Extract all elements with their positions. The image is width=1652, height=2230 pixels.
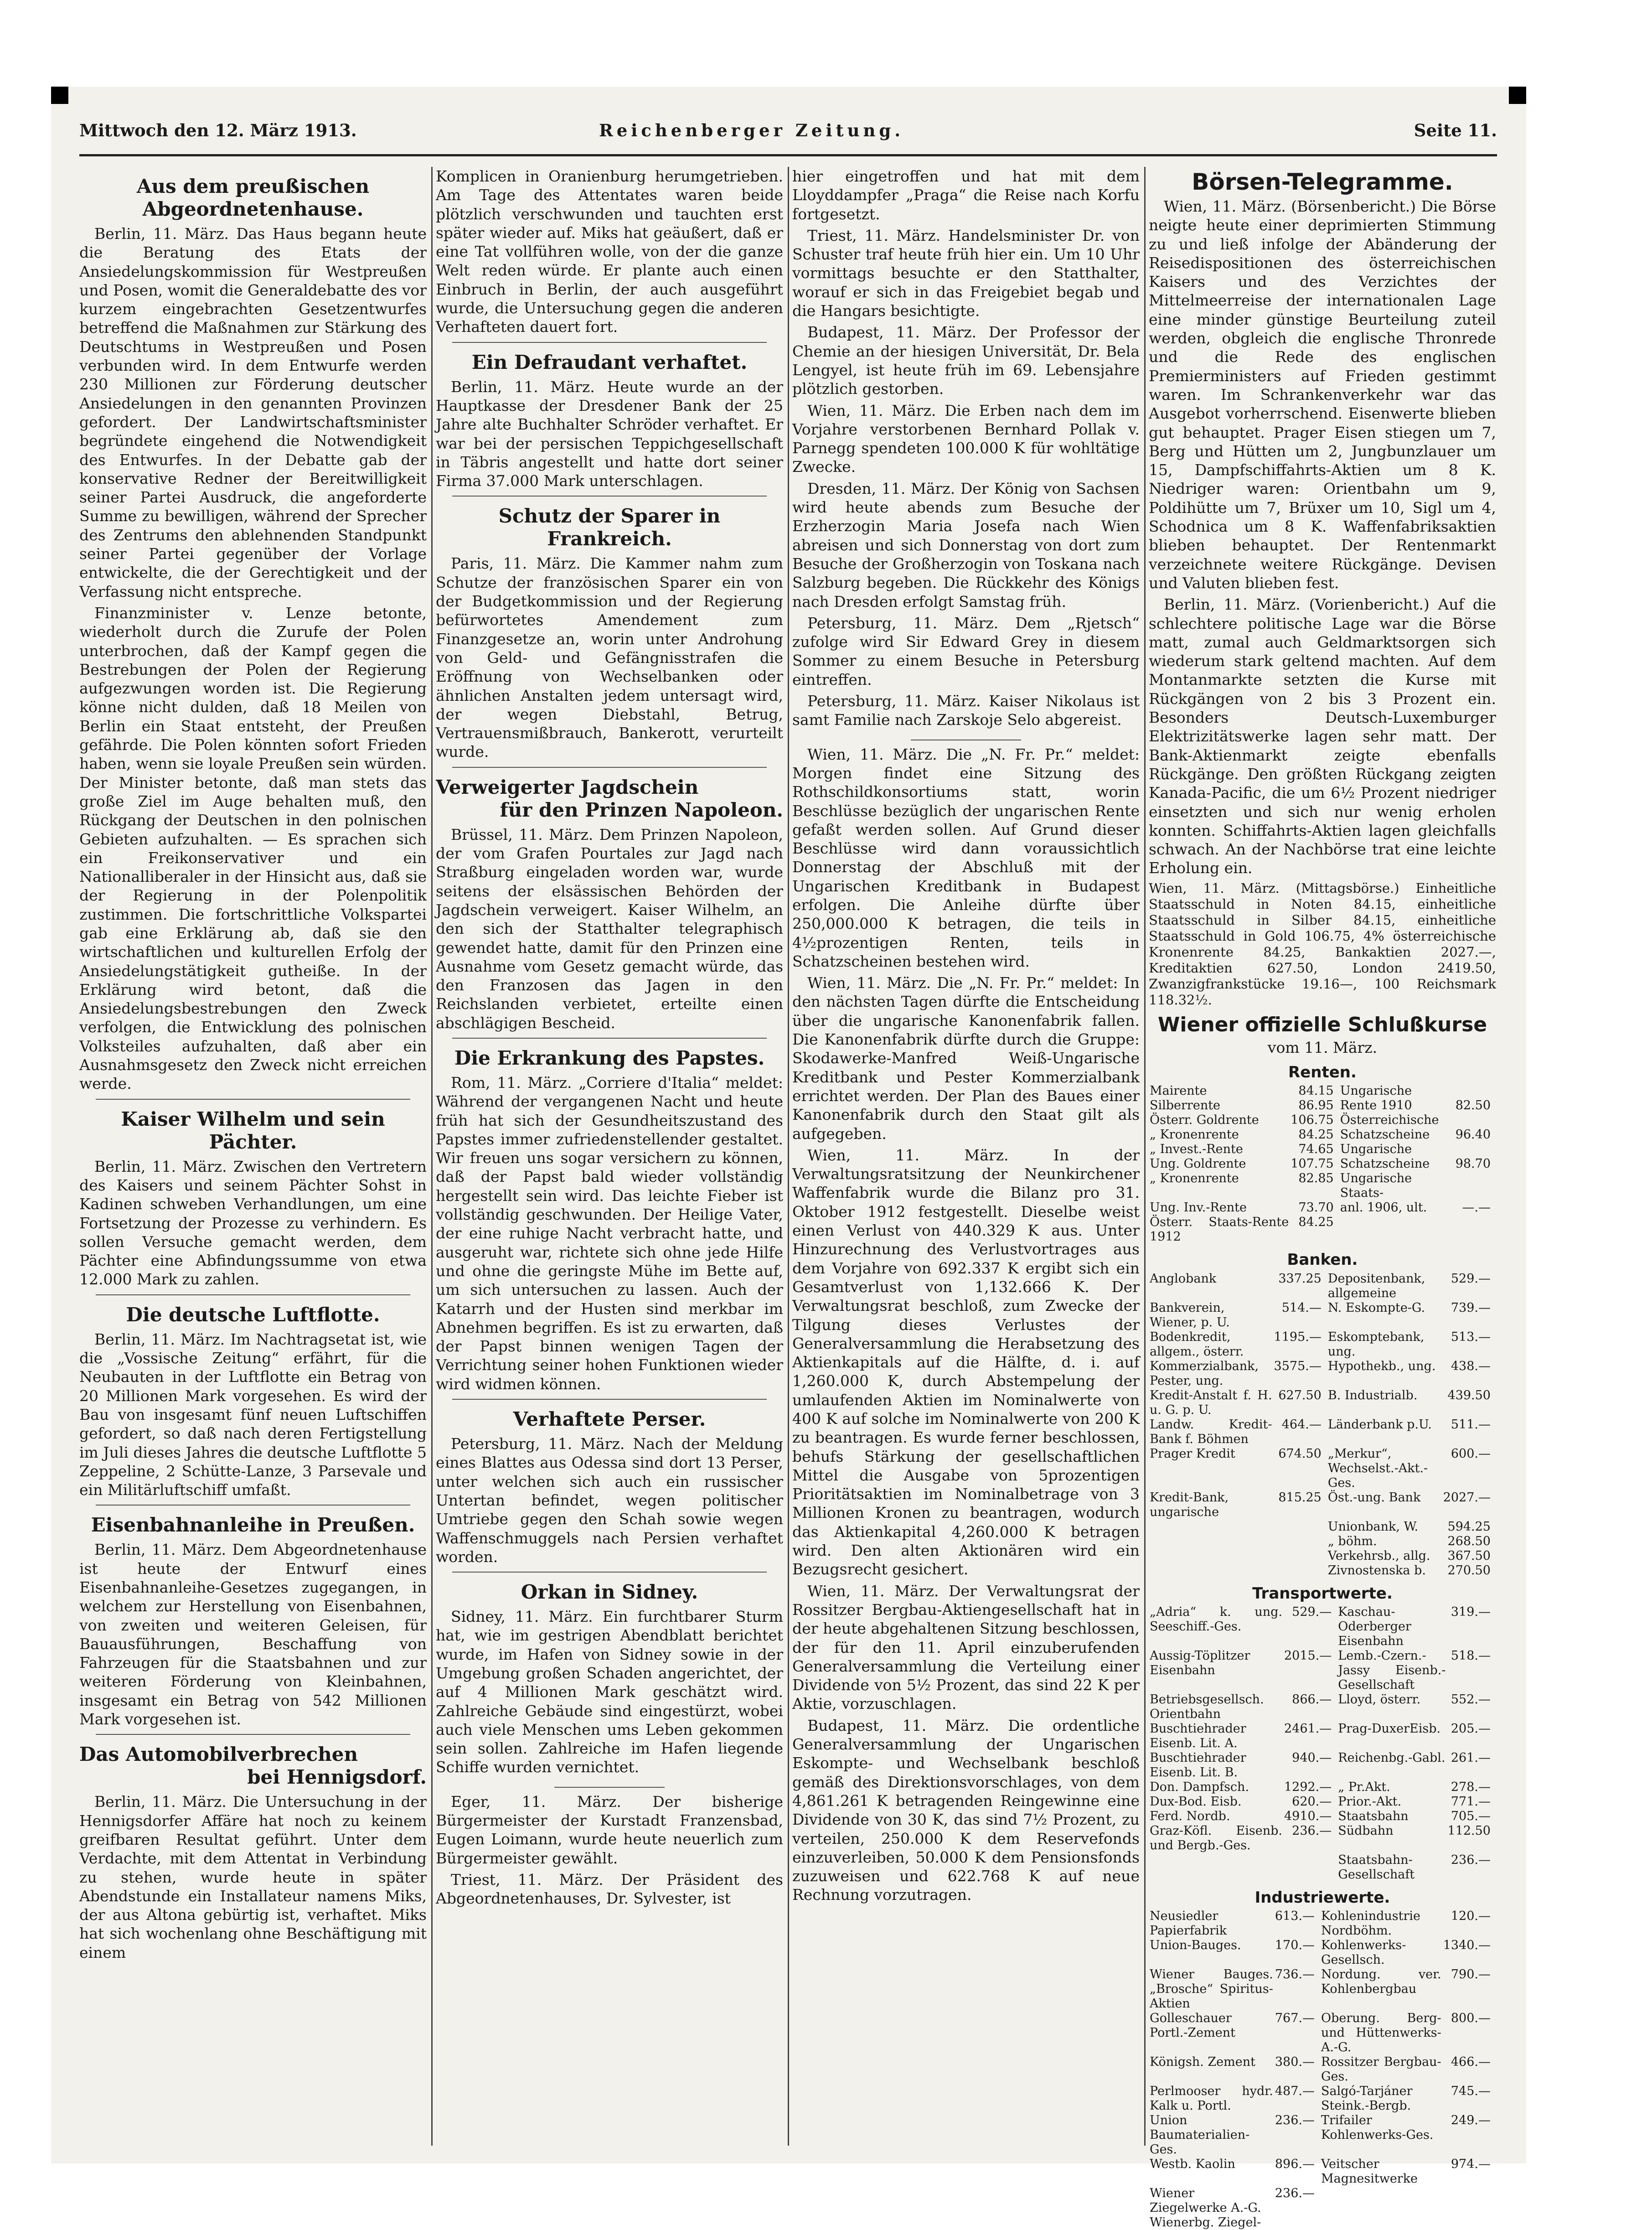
- article-divider: [452, 1399, 767, 1400]
- quote-value: [1442, 2186, 1496, 2215]
- quote-value: 940.—: [1292, 1750, 1332, 1765]
- quote-value: 236.—: [1292, 1823, 1332, 1838]
- security-name: „ Invest.-Rente: [1150, 1142, 1243, 1157]
- security-name: Wiener Bauges. „Brosche“ Spiritus-Aktien: [1150, 1967, 1273, 2011]
- quote-value: 600.—: [1451, 1446, 1491, 1461]
- article-text: Eger, 11. März. Der bisherige Bürgermeister der Kurstadt Franzensbad, Eugen Loimann, wurde heute neuerlich zum Bürgermeister gewählt.: [436, 1792, 783, 1867]
- quote-value: 767.—: [1275, 2011, 1315, 2026]
- quote-row: [1149, 2157, 1496, 2186]
- security-name: Anglobank: [1150, 1271, 1217, 1286]
- quote-value: 82.50: [1455, 1098, 1491, 1113]
- security-name: Lemb.-Czern.-Jassy Eisenb.-Gesellschaft: [1338, 1648, 1446, 1692]
- column-divider: [788, 167, 789, 2146]
- security-name: Südbahn: [1338, 1823, 1394, 1838]
- quote-row: [1149, 1128, 1496, 1142]
- quote-row: [1149, 2084, 1496, 2113]
- quote-row: [1149, 1563, 1496, 1578]
- quote-row: [1149, 1330, 1496, 1359]
- quote-row: [1149, 1534, 1496, 1549]
- page-header: [79, 115, 1497, 151]
- article-headline: Die Erkrankung des Papstes.: [454, 1046, 765, 1069]
- quote-value: 82.85: [1298, 1171, 1334, 1186]
- quote-value: 84.15: [1298, 1084, 1334, 1098]
- quote-row: [1149, 1909, 1496, 1938]
- article-headline-cont: bei Hennigsdorf.: [247, 1766, 427, 1789]
- security-name: [1320, 2215, 1442, 2230]
- quote-value: 594.25: [1447, 1519, 1491, 1534]
- security-name: Schatzscheine: [1340, 1128, 1430, 1142]
- quote-value: 464.—: [1281, 1417, 1322, 1432]
- section-headline: Wiener offizielle Schlußkurse: [1157, 1013, 1487, 1036]
- security-name: Verkehrsb., allg.: [1327, 1548, 1430, 1563]
- quote-value: [1283, 1853, 1337, 1882]
- article-text: Triest, 11. März. Der Präsident des Abgeordnetenhauses, Dr. Sylvester, ist: [436, 1870, 783, 1908]
- quote-value: 236.—: [1275, 2186, 1315, 2201]
- article-headline: Ein Defraudant verhaftet.: [471, 351, 748, 373]
- article-headline-cont: für den Prinzen Napoleon.: [500, 798, 783, 821]
- security-name: [1149, 1520, 1273, 1534]
- security-name: B. Industrialb.: [1327, 1388, 1418, 1402]
- security-name: Bankverein, Wiener, p. U.: [1150, 1300, 1230, 1330]
- quote-value: 96.40: [1455, 1128, 1491, 1142]
- security-name: Union-Bauges.: [1150, 1938, 1241, 1953]
- security-name: [1320, 2186, 1442, 2215]
- quote-value: 529.—: [1451, 1271, 1491, 1286]
- security-name: Ung. Goldrente: [1150, 1157, 1246, 1171]
- security-name: [1149, 1549, 1273, 1563]
- quote-row: [1149, 1157, 1496, 1171]
- security-name: Unionbank, W.: [1327, 1519, 1419, 1534]
- article-text: Wien, 11. März. (Börsenbericht.) Die Börse neigte heute einer deprimierten Stimmung zu und ließ infolge der Abänderung der Reisedispositionen des österreichischen Kaisers und des Verzichtes der Mittelmeerreise der internationalen Lage eine minder günstige Beurteilung zuteil werden, obgleich die englische Thronrede und die Rede des englischen Premierministers auf Frieden gestimmt waren. Im Schrankenverkehr war das Ausgebot vorherrschend. Eisenwerte blieben gut behauptet. Prager Eisen stiegen um 7, Berg und Hütten um 2, Jungbunzlauer um 15, Dampfschiffahrts-Aktien um 8 K. Niedriger waren: Orientbahn um 9, Poldihütte um 7, Brüxer um 10, Sigl um 4, Schodnica um 8 K. Waffenfabriksaktien blieben behauptet. Der Rentenmarkt verzeichnete weitere Rückgänge. Devisen und Valuten blieben fest.: [1149, 197, 1496, 592]
- quote-value: 236.—: [1451, 1852, 1491, 1867]
- quote-row: [1149, 1967, 1496, 2011]
- quote-row: [1149, 1853, 1496, 1882]
- quote-row: [1149, 1142, 1496, 1157]
- quote-value: 613.—: [1275, 1909, 1315, 1924]
- article-headline: Orkan in Sidney.: [521, 1581, 698, 1604]
- masthead-title: Reichenberger Zeitung.: [599, 120, 904, 140]
- security-name: „ Kronenrente: [1150, 1128, 1239, 1142]
- article-text: Wien, 11. März. (Mittagsbörse.) Einheitliche Staatsschuld in Noten 84.15, einheitliche Staatsschuld in Silber 84.15, einheitliche Staatsschuld in Gold 106.75, 4% österreichische Kronenrente 84.25, Bankaktien 2027.—, Kreditaktien 627.50, London 2419.50, Zwanzigfrankstücke 19.16—, 100 Reichsmark 118.32½.: [1149, 880, 1496, 1008]
- article-text: Berlin, 11. März. Im Nachtragsetat ist, wie die „Vossische Zeitung“ erfährt, für die Neubauten in der Luftflotte ein Betrag von 20 Millionen Mark vorgesehen. Es wird der Bau von insgesamt fünf neuen Luftschiffen gefordert, so daß nach deren Fertigstellung im Juli dieses Jahres die deutsche Luftflotte 5 Zeppeline, 2 Schütte-Lanze, 3 Parsevale und ein Militärluftschiff umfaßt.: [79, 1330, 427, 1499]
- quote-value: [1455, 1084, 1496, 1098]
- quote-value: 380.—: [1275, 2055, 1315, 2070]
- quote-row: [1149, 1520, 1496, 1534]
- quote-value: 511.—: [1451, 1417, 1491, 1432]
- security-name: [1149, 1853, 1283, 1882]
- security-name: Kredit-Bank, ungarische: [1150, 1490, 1229, 1519]
- quote-row: [1149, 1722, 1496, 1751]
- security-name: Oberung. Berg- und Hüttenwerks-A.-G.: [1321, 2011, 1441, 2055]
- quote-row: [1149, 1200, 1496, 1215]
- quote-value: 896.—: [1275, 2157, 1315, 2172]
- quote-value: 236.—: [1275, 2113, 1315, 2128]
- quote-row: [1149, 2055, 1496, 2084]
- quote-row: [1149, 1215, 1496, 1244]
- quote-value: —.—: [1462, 1200, 1491, 1215]
- article-divider: [96, 1734, 410, 1735]
- quote-value: [1273, 1520, 1327, 1534]
- quote-value: 268.50: [1447, 1534, 1491, 1548]
- quote-row: [1149, 1549, 1496, 1563]
- security-name: Golleschauer Portl.-Zement: [1150, 2011, 1235, 2040]
- quote-value: [1455, 1142, 1496, 1157]
- quote-value: 529.—: [1292, 1604, 1332, 1619]
- quote-table-renten: [1149, 1084, 1496, 1244]
- security-name: Rente 1910: [1340, 1098, 1412, 1113]
- quote-value: 367.50: [1447, 1548, 1491, 1563]
- quote-value: 205.—: [1451, 1721, 1491, 1736]
- security-name: Nordung. ver. Kohlenbergbau: [1321, 1967, 1441, 1997]
- quote-value: 120.—: [1451, 1909, 1491, 1924]
- quote-value: 771.—: [1451, 1794, 1491, 1809]
- security-name: Staatsbahn-Gesellschaft: [1338, 1852, 1415, 1882]
- security-name: Prager Kredit: [1150, 1446, 1235, 1461]
- quote-value: 790.—: [1451, 1967, 1491, 1982]
- quote-value: 319.—: [1451, 1604, 1491, 1619]
- article-text: Brüssel, 11. März. Dem Prinzen Napoleon, der vom Grafen Pourtales zur Jagd nach Straßburg eingeladen worden war, wurde seitens der elsässischen Behörden der Jagdschein verweigert. Kaiser Wilhelm, an den sich der Statthalter telegraphisch gewendet hatte, damit für den Prinzen eine Ausnahme vom Gesetz gemacht würde, das den Franzosen das Jagen in den Reichslanden verbietet, erteilte einen abschlägigen Bescheid.: [436, 825, 783, 1032]
- article-text: Rom, 11. März. „Corriere d'Italia“ meldet: Während der vergangenen Nacht und heute früh hat sich der Gesundheitszustand des Papstes immer zufriedenstellender gestaltet. Wir freuen uns sogar versichern zu können, daß der Papst bald wieder vollständig hergestellt sein wird. Das leichte Fieber ist vollständig geschwunden. Der Heilige Vater, der eine ruhige Nacht verbracht hatte, und ausgeruht war, richtete sich ohne jede Hilfe und ohne die geringste Mühe im Bette auf, um sich untersuchen zu lassen. Auch der Katarrh und der Husten sind merkbar im Abnehmen begriffen. Es ist zu erwarten, daß der Papst binnen wenigen Tagen der Verrichtung seiner hohen Funktionen wieder wird widmen können.: [436, 1073, 783, 1393]
- quote-row: [1149, 1113, 1496, 1128]
- issue-date: Mittwoch den 12. März 1913.: [79, 120, 357, 140]
- security-name: Eskomptebank, ung.: [1327, 1330, 1425, 1359]
- quote-value: 736.—: [1275, 1967, 1315, 1982]
- quote-value: 487.—: [1275, 2084, 1315, 2099]
- quote-value: [1273, 1563, 1327, 1578]
- security-name: Dux-Bod. Eisb.: [1150, 1794, 1242, 1809]
- quote-row: [1149, 1490, 1496, 1520]
- quote-value: 2027.—: [1443, 1490, 1491, 1505]
- article-text: Berlin, 11. März. (Vorienbericht.) Auf die schlechtere politische Lage war die Börse matt, zumal auch Geldmarktsorgen sich wiederum stark geltend machten. Auf dem Montanmarkte setzten die Kurse mit Rückgängen von 2 bis 3 Prozent ein. Besonders Deutsch-Luxemburger Elektrizitätswerke lagen sehr matt. Der Bank-Aktienmarkt zeigte ebenfalls Rückgänge. Den größten Rückgang zeigten Kanada-Pacific, die um 6½ Prozent niedriger einsetzten und sich nur wenig erholen konnten. Schiffahrts-Aktien lagen gleichfalls schwach. An der Nachbörse trat eine leichte Erholung ein.: [1149, 595, 1496, 877]
- quote-value: 518.—: [1451, 1648, 1491, 1663]
- quote-row: [1149, 1795, 1496, 1809]
- quote-row: [1149, 2215, 1496, 2230]
- quote-table-industrie: [1149, 1909, 1496, 2230]
- quote-row: [1149, 1388, 1496, 1418]
- quote-value: 514.—: [1281, 1300, 1322, 1315]
- security-name: Mairente: [1150, 1084, 1207, 1098]
- quote-value: 1195.—: [1274, 1330, 1322, 1344]
- article-text: Berlin, 11. März. Dem Abgeordnetenhause ist heute der Entwurf eines Eisenbahnanleihe-Gesetzes zugegangen, in welchem zur Herstellung von Eisenbahnen, von zweiten und weiteren Geleisen, für Bauausführungen, Beschaffung von Fahrzeugen für die Staatsbahnen und zur weiteren Förderung von Kleinbahnen, insgesamt ein Betrag von 542 Millionen Mark vorgesehen ist.: [79, 1541, 427, 1728]
- category-heading: Transportwerte.: [1252, 1584, 1393, 1603]
- quote-value: 74.65: [1298, 1142, 1334, 1157]
- quote-value: [1274, 2215, 1320, 2230]
- article-text: Petersburg, 11. März. Dem „Rjetsch“ zufolge wird Sir Edward Grey in diesem Sommer zu einem Besuche in Petersburg eintreffen.: [792, 614, 1140, 688]
- security-name: Österr. Goldrente: [1150, 1113, 1259, 1128]
- article-text: Wien, 11. März. Die Erben nach dem im Vorjahre verstorbenen Bernhard Pollak v. Parnegg spendeten 100.000 K für wohltätige Zwecke.: [792, 401, 1140, 476]
- quote-value: 1340.—: [1443, 1938, 1491, 1953]
- column-2: [436, 167, 783, 2146]
- article-text: Budapest, 11. März. Der Professor der Chemie an der hiesigen Universität, Dr. Bela Lengyel, ist heute früh im 69. Lebensjahre plötzlich gestorben.: [792, 323, 1140, 398]
- quote-row: [1149, 2113, 1496, 2157]
- quote-value: 513.—: [1451, 1330, 1491, 1344]
- quote-value: [1455, 1171, 1496, 1200]
- security-name: „ böhm.: [1327, 1534, 1377, 1548]
- quote-value: 261.—: [1451, 1750, 1491, 1765]
- quote-value: [1273, 1534, 1327, 1549]
- security-name: Zivnostenska b.: [1327, 1563, 1426, 1578]
- article-text: Berlin, 11. März. Zwischen den Vertretern des Kaisers und seinem Pächter Sohst in Kadinen schweben Verhandlungen, um eine Fortsetzung der Prozesse zu verhindern. Es sollen Versuche gemacht werden, dem Pächter eine Abfindungssumme von etwa 12.000 Mark zu zahlen.: [79, 1157, 427, 1288]
- article-headline: Aus dem preußischen Abgeordnetenhause.: [136, 175, 370, 220]
- security-name: Ungarische: [1340, 1142, 1412, 1157]
- quote-value: 249.—: [1451, 2113, 1491, 2128]
- quote-row: [1149, 2011, 1496, 2055]
- article-headline: Verhaftete Perser.: [513, 1408, 706, 1431]
- quote-value: 705.—: [1451, 1809, 1491, 1823]
- security-name: Wienerbg. Ziegel-: [1150, 2215, 1261, 2230]
- quote-value: 739.—: [1451, 1300, 1491, 1315]
- column-divider: [1144, 167, 1146, 2146]
- security-name: Bodenkredit, allgem., österr.: [1150, 1330, 1244, 1359]
- security-name: Depositenbank, allgemeine: [1327, 1271, 1425, 1300]
- quote-value: 745.—: [1451, 2084, 1491, 2099]
- column-4: [1149, 167, 1496, 2230]
- security-name: Öst.-ung. Bank: [1327, 1490, 1421, 1505]
- security-name: Ung. Inv.-Rente: [1150, 1200, 1247, 1215]
- quote-row: [1149, 1692, 1496, 1722]
- security-name: Graz-Köfl. Eisenb. und Bergb.-Ges.: [1150, 1823, 1282, 1852]
- quote-value: 466.—: [1451, 2055, 1491, 2070]
- security-name: Prag-DuxerEisb.: [1338, 1721, 1441, 1736]
- quote-row: [1149, 2186, 1496, 2215]
- article-text: Triest, 11. März. Handelsminister Dr. von Schuster traf heute früh hier ein. Um 10 Uhr vormittags besuchte er den Statthalter, worauf er sich in das Freigebiet begab und die Hangars besichtigte.: [792, 226, 1140, 320]
- column-3: [792, 167, 1140, 2146]
- quote-row: [1149, 1649, 1496, 1692]
- article-divider: [452, 1038, 767, 1039]
- quote-table-transport: [1149, 1605, 1496, 1882]
- quote-value: 674.50: [1278, 1446, 1322, 1461]
- article-text: Wien, 11. März. Der Verwaltungsrat der Rossitzer Bergbau-Aktiengesellschaft hat in der heute abgehaltenen Sitzung beschlossen, der für den 11. April einzuberufenden Generalversammlung die Verteilung einer Dividende von 5½ Prozent, das sind 22 K per Aktie, vorzuschlagen.: [792, 1582, 1140, 1713]
- category-heading: Industriewerte.: [1254, 1888, 1390, 1907]
- quote-row: [1149, 1751, 1496, 1780]
- security-name: Union Baumaterialien-Ges.: [1150, 2113, 1250, 2157]
- security-name: „Merkur“, Wechselst.-Akt.-Ges.: [1327, 1446, 1428, 1490]
- column-divider: [431, 167, 433, 2146]
- security-name: anl. 1906, ult.: [1340, 1200, 1427, 1215]
- article-divider: [96, 1294, 410, 1295]
- quote-value: 107.75: [1291, 1157, 1334, 1171]
- quote-value: [1273, 1549, 1327, 1563]
- quote-value: 439.50: [1447, 1388, 1491, 1402]
- quote-value: 2461.—: [1284, 1721, 1332, 1736]
- security-name: Buschtiehrader Eisenb. Lit. A.: [1150, 1721, 1246, 1750]
- security-name: „Adria“ k. ung. Seeschiff.-Ges.: [1150, 1604, 1282, 1634]
- column-1: [79, 167, 427, 2146]
- article-divider: [96, 1099, 410, 1100]
- security-name: Staatsbahn: [1338, 1809, 1409, 1823]
- article-divider: [452, 1572, 767, 1573]
- article-text: Petersburg, 11. März. Nach der Meldung eines Blattes aus Odessa sind dort 13 Perser, unter welchen sich auch ein russischer Untertan befindet, wegen politischer Umtriebe gegen den Schah sowie wegen Waffenschmuggels nach Persien verhaftet worden.: [436, 1435, 783, 1566]
- quote-row: [1149, 1809, 1496, 1824]
- quote-value: 3575.—: [1274, 1359, 1322, 1373]
- security-name: Wiener Ziegelwerke A.-G.: [1150, 2186, 1261, 2215]
- security-name: Hypothekb., ung.: [1327, 1359, 1436, 1373]
- quote-value: 170.—: [1275, 1938, 1315, 1953]
- quote-value: 112.50: [1447, 1823, 1491, 1838]
- article-divider: [452, 496, 767, 497]
- quote-value: 2015.—: [1284, 1648, 1332, 1663]
- quote-table-banken: [1149, 1272, 1496, 1578]
- article-text: Sidney, 11. März. Ein furchtbarer Sturm hat, wie im gestrigen Abendblatt berichtet wurde, im Hafen von Sidney sowie in der Umgebung großen Schaden angerichtet, der auf 4 Millionen Mark geschätzt wird. Zahlreiche Gebäude sind eingestürzt, wobei auch viele Menschen ums Leben gekommen sein sollen. Zahlreiche im Hafen liegende Schiffe wurden vernichtet.: [436, 1608, 783, 1776]
- security-name: Länderbank p.U.: [1327, 1417, 1432, 1432]
- security-name: Don. Dampfsch.: [1150, 1780, 1249, 1794]
- quote-row: [1149, 1171, 1496, 1200]
- quote-row: [1149, 1272, 1496, 1301]
- article-divider: [554, 1787, 665, 1788]
- quote-row: [1149, 1447, 1496, 1490]
- security-name: Ferd. Nordb.: [1150, 1809, 1230, 1823]
- security-name: „ Pr.Akt.: [1338, 1780, 1390, 1794]
- header-rule: [79, 154, 1497, 156]
- quote-value: 270.50: [1447, 1563, 1491, 1578]
- article-text: Finanzminister v. Lenze betonte, wiederholt durch die Zurufe der Polen unterbrochen, daß der Kampf gegen die Bestrebungen der Polen der Regierung aufgezwungen worden ist. Die Regierung könne nicht dulden, daß 18 Meilen von Berlin ein Staat entsteht, der Preußen gefährde. Die Polen könnten sofort Frieden haben, wenn sie loyale Preußen sein würden. Der Minister betonte, daß man stets das große Ziel im Auge behalten muß, den Rückgang der Deutschen in den polnischen Gebieten aufzuhalten. — Es sprachen sich ein Freikonservativer und ein Nationalliberaler in der Hinsicht aus, daß sie der Regierung in der Polenpolitik zustimmen. Die fortschrittliche Volkspartei gab eine Erklärung ab, daß sie den wirtschaftlichen und kulturellen Erfolg der Ansiedelungstätigkeit gutheiße. In der Erklärung wird betont, daß die Ansiedelungsbestrebungen den Zweck verfolgen, die Entwicklung des polnischen Volksteiles aufzuhalten, daß aber ein Ausnahmsgesetz den Zweck nicht erreichen werde.: [79, 604, 427, 1093]
- security-name: Kredit-Anstalt f. H. u. G. p. U.: [1150, 1388, 1272, 1417]
- quote-value: 815.25: [1278, 1490, 1322, 1505]
- security-name: Aussig-Töplitzer Eisenbahn: [1150, 1648, 1250, 1677]
- security-name: Salgó-Tarjáner Steink.-Bergb.: [1321, 2084, 1413, 2113]
- security-name: „ Kronenrente: [1150, 1171, 1239, 1186]
- category-heading: Renten.: [1288, 1063, 1357, 1081]
- security-name: [1149, 1563, 1273, 1578]
- quote-value: 106.75: [1291, 1113, 1334, 1128]
- newspaper-page: [51, 87, 1526, 2230]
- article-headline: Verweigerter Jagdschein: [436, 776, 699, 798]
- security-name: Landw. Kredit-Bank f. Böhmen: [1150, 1417, 1272, 1446]
- article-headline: Das Automobilverbrechen: [79, 1743, 358, 1766]
- quote-value: 974.—: [1451, 2157, 1491, 2172]
- page-number: Seite 11.: [1414, 120, 1497, 140]
- security-name: Trifailer Kohlenwerks-Ges.: [1321, 2113, 1434, 2142]
- security-name: Kohlenwerks-Gesellsch.: [1321, 1938, 1406, 1967]
- security-name: [1339, 1215, 1455, 1244]
- article-text: Paris, 11. März. Die Kammer nahm zum Schutze der französischen Sparer ein von der Budgetkommission und der Regierung befürwortetes Amendement zum Finanzgesetze an, worin unter Androhung von Geld- und Gefängnisstrafen die Eröffnung von Wechselbanken oder ähnlichen Anstalten jedem untersagt wird, der wegen Diebstahl, Betrug, Vertrauensmißbrauch, Bankerott, verurteilt wurde.: [436, 554, 783, 761]
- security-name: Neusiedler Papierfabrik: [1150, 1909, 1227, 1938]
- quote-row: [1149, 1605, 1496, 1649]
- article-text: Wien, 11. März. In der Verwaltungsratsitzung der Neunkirchener Waffenfabrik wurde die Bilanz pro 31. Oktober 1912 festgestellt. Dieselbe weist einen Verlust von 440.329 K aus. Unter Hinzurechnung des Verlustvortrages aus dem Vorjahre von 692.337 K ergibt sich ein Gesamtverlust von 1,132.666 K. Der Verwaltungsrat beschloß, zum Zwecke der Tilgung dieses Verlustes der Generalversammlung die Herabsetzung des Aktienkapitals auf die Hälfte, d. i. auf 1,260.000 K, durch Abstempelung der umlaufenden Aktien im Nominalwerte von 400 K auf solche im Nominalwerte von 200 K zu beantragen. Es wurde ferner beschlossen, behufs Stärkung der gesellschaftlichen Mittel die Ausgabe von 5prozentigen Prioritätsaktien im Nominalbetrage von 3 Millionen Kronen zu beantragen, wodurch das Aktienkapital 4,260.000 K betragen wird. Den alten Aktionären wird ein Bezugsrecht gesichert.: [792, 1146, 1140, 1578]
- article-headline: Eisenbahnanleihe in Preußen.: [91, 1514, 415, 1537]
- article-text: Berlin, 11. März. Die Untersuchung in der Hennigsdorfer Affäre hat noch zu keinem greifbaren Resultat geführt. Unter dem Verdachte, mit dem Attentat in Verbindung zu stehen, wurde heute in später Abendstunde ein Installateur namens Miks, der aus Altona gebürtig ist, verhaftet. Miks hat sich wochenlang ohne Beschäftigung mit einem: [79, 1793, 427, 1961]
- security-name: Österr. Staats-Rente 1912: [1150, 1215, 1289, 1244]
- article-text: Wien, 11. März. Die „N. Fr. Pr.“ meldet: In den nächsten Tagen dürfte die Entscheidung über die ungarische Kanonenfabrik fallen. Die Kanonenfabrik dürfte durch die Gruppe: Skodawerke-Manfred Weiß-Ungarische Kreditbank und Pester Kommerzialbank errichtet werden. Der Plan des Baues einer Kanonenfabrik durch den Staat gilt als aufgegeben.: [792, 974, 1140, 1143]
- article-headline: Schutz der Sparer in Frankreich.: [498, 505, 721, 550]
- article-headline: Kaiser Wilhelm und sein Pächter.: [121, 1107, 385, 1153]
- quote-row: [1149, 1359, 1496, 1388]
- quote-value: 84.25: [1298, 1128, 1334, 1142]
- scan-corner-mark: [1509, 87, 1526, 104]
- quote-row: [1149, 1301, 1496, 1330]
- security-name: Kommerzialbank, Pester, ung.: [1150, 1359, 1259, 1388]
- article-text: Berlin, 11. März. Das Haus begann heute die Beratung des Etats der Ansiedelungskommission für Westpreußen und Posen, womit die Generaldebatte des vor kurzem eingebrachten Gesetzentwurfes betreffend die Maßnahmen zur Stärkung des Deutschtums in Westpreußen und Posen verbunden wird. In dem Entwurfe werden 230 Millionen zur Förderung deutscher Ansiedelungen in den genannten Provinzen gefordert. Der Landwirtschaftsminister begründete eingehend die Notwendigkeit des Entwurfes. In der Debatte gab der konservative Redner der Bereitwilligkeit seiner Partei Ausdruck, die angeforderte Summe zu bewilligen, während der Sprecher des Zentrums den ablehnenden Standpunkt seiner Partei gegenüber der Vorlage entwickelte, die der Gerechtigkeit und der Verfassung nicht entspreche.: [79, 225, 427, 600]
- quote-row: [1149, 1084, 1496, 1098]
- quote-value: 438.—: [1451, 1359, 1491, 1373]
- article-text: Petersburg, 11. März. Kaiser Nikolaus ist samt Familie nach Zarskoje Selo abgereist.: [792, 692, 1140, 729]
- article-text: Berlin, 11. März. Heute wurde an der Hauptkasse der Dresdener Bank der 25 Jahre alte Buchhalter Schröder verhaftet. Er war bei der persischen Teppichgesellschaft in Täbris angestellt und hatte dort seiner Firma 37.000 Mark unterschlagen.: [436, 378, 783, 490]
- security-name: Schatzscheine: [1340, 1157, 1430, 1171]
- article-divider: [452, 342, 767, 343]
- quote-value: 86.95: [1298, 1098, 1334, 1113]
- security-name: Königsh. Zement: [1150, 2055, 1255, 2070]
- quote-row: [1149, 1938, 1496, 1967]
- quote-row: [1149, 1824, 1496, 1853]
- quote-value: 866.—: [1292, 1692, 1332, 1707]
- security-name: Westb. Kaolin: [1150, 2157, 1235, 2172]
- quote-value: 73.70: [1298, 1200, 1334, 1215]
- category-heading: Banken.: [1287, 1251, 1358, 1269]
- security-name: Ungarische Staats-: [1340, 1171, 1412, 1200]
- security-name: Buschtiehrader Eisenb. Lit. B.: [1150, 1750, 1246, 1780]
- quote-row: [1149, 1098, 1496, 1113]
- article-text: hier eingetroffen und hat mit dem Lloyddampfer „Praga“ die Reise nach Korfu fortgesetzt.: [792, 167, 1140, 223]
- security-name: Betriebsgesellsch. Orientbahn: [1150, 1692, 1264, 1721]
- security-name: Veitscher Magnesitwerke: [1321, 2157, 1418, 2186]
- quote-value: 627.50: [1278, 1388, 1322, 1402]
- security-name: N. Eskompte-G.: [1327, 1300, 1425, 1315]
- article-headline: Die deutsche Luftflotte.: [126, 1303, 380, 1326]
- security-name: [1149, 1534, 1273, 1549]
- security-name: Ungarische: [1340, 1084, 1412, 1098]
- article-text: Komplicen in Oranienburg herumgetrieben. Am Tage des Attentates waren beide plötzlich verschwunden und tauchten erst später wieder auf. Miks hat geäußert, daß er eine Tat vollführen wolle, von der die ganze Welt reden würde. Er plante auch einen Einbruch in Berlin, der auch ausgeführt wurde, die Untersuchung gegen die anderen Verhafteten dauert fort.: [436, 167, 783, 336]
- quote-value: [1455, 1215, 1496, 1244]
- article-divider: [452, 767, 767, 768]
- quote-value: [1455, 1113, 1496, 1128]
- quote-value: 84.25: [1298, 1215, 1334, 1230]
- quote-value: 1292.—: [1284, 1780, 1332, 1794]
- article-divider: [96, 1505, 410, 1506]
- quote-value: 800.—: [1451, 2011, 1491, 2026]
- article-text: Dresden, 11. März. Der König von Sachsen wird heute abends zum Besuche der Erzherzogin Maria Josefa nach Wien abreisen und sich Donnerstag von dort zum Besuche der Großherzogin von Toskana nach Salzburg begeben. Die Rückkehr des Königs nach Dresden erfolgt Samstag früh.: [792, 479, 1140, 611]
- quote-value: 620.—: [1292, 1794, 1332, 1809]
- security-name: Kaschau-Oderberger Eisenbahn: [1338, 1604, 1411, 1648]
- security-name: Rossitzer Bergbau-Ges.: [1321, 2055, 1441, 2084]
- quote-row: [1149, 1418, 1496, 1447]
- quote-value: 337.25: [1278, 1271, 1322, 1286]
- security-name: Prior.-Akt.: [1338, 1794, 1402, 1809]
- article-text: Budapest, 11. März. Die ordentliche Generalversammlung der Ungarischen Eskompte- und Wechselbank beschloß gemäß des Direktionsvorschlages, von dem 4,861.261 K betragenden Reingewinne eine Dividende von 30 K, das sind 7½ Prozent, zu verteilen, 250.000 K dem Reservefonds einzuverleiben, 50.000 K dem Pensionsfonds zuzuweisen und 622.768 K auf neue Rechnung vorzutragen.: [792, 1716, 1140, 1904]
- quote-value: [1442, 2215, 1496, 2230]
- section-subline: vom 11. März.: [1267, 1038, 1378, 1056]
- quote-value: 278.—: [1451, 1780, 1491, 1794]
- security-name: Perlmooser hydr. Kalk u. Portl.: [1150, 2084, 1273, 2113]
- security-name: Reichenbg.-Gabl.: [1338, 1750, 1446, 1765]
- quote-value: 552.—: [1451, 1692, 1491, 1707]
- quote-row: [1149, 1780, 1496, 1795]
- security-name: Kohlenindustrie Nordböhm.: [1321, 1909, 1420, 1938]
- article-text: Wien, 11. März. Die „N. Fr. Pr.“ meldet: Morgen findet eine Sitzung des Rothschildkonsortiums statt, worin Beschlüsse bezüglich der ungarischen Rente gefaßt werden sollen. Auf Grund dieser Beschlüsse wird dann voraussichtlich Donnerstag der Abschluß mit der Ungarischen Kreditbank in Budapest erfolgen. Die Anleihe dürfte über 250,000.000 K betragen, die teils in 4½prozentigen Renten, teils in Schatzscheinen bestehen wird.: [792, 745, 1140, 970]
- section-headline: Börsen-Telegramme.: [1192, 169, 1453, 195]
- security-name: Österreichische: [1340, 1113, 1439, 1128]
- security-name: Lloyd, österr.: [1338, 1692, 1421, 1707]
- quote-value: 98.70: [1455, 1157, 1491, 1171]
- security-name: Silberrente: [1150, 1098, 1221, 1113]
- scan-corner-mark: [51, 87, 68, 104]
- quote-value: 4910.—: [1284, 1809, 1332, 1823]
